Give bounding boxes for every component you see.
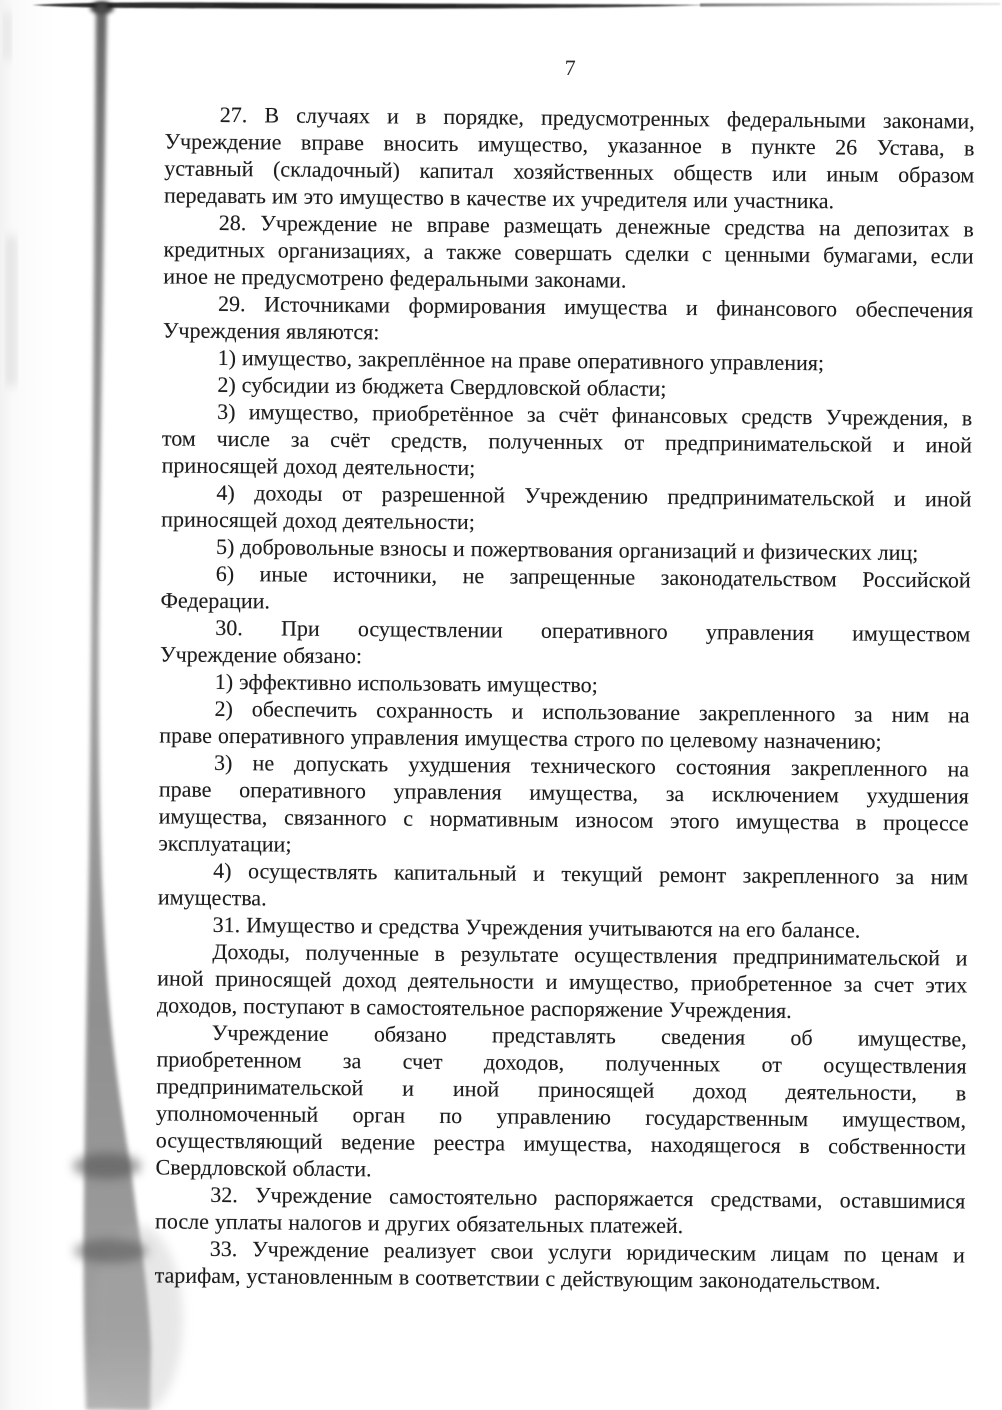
text-line: Доходы, полученные в результате осуществления предпринимательской и xyxy=(212,938,968,971)
text-line: 32. Учреждение самостоятельно распоряжается средствами, оставшимися xyxy=(210,1181,966,1214)
text-line: праве оперативного управления имущества строго по целевому назначению; xyxy=(159,722,882,754)
text-line: передавать им это имущество в качестве их учредителя или участника. xyxy=(163,182,835,214)
text-line: Учреждения являются: xyxy=(162,317,380,345)
text-line: 28. Учреждение не вправе размещать денежные средства на депозитах в xyxy=(218,209,974,242)
text-line: приносящей доход деятельности; xyxy=(161,452,476,481)
text-line: Федерации. xyxy=(160,587,271,614)
text-line: Свердловской области. xyxy=(155,1154,372,1182)
text-line: 4) осуществлять капитальный и текущий ремонт закрепленного за ним xyxy=(213,857,969,890)
text-line: 5) добровольные взносы и пожертвования организаций и физических лиц; xyxy=(215,533,919,566)
text-line: предпринимательской и иной приносящей доход деятельности, в xyxy=(156,1073,967,1106)
text-line: иное не предусмотрено федеральными законами. xyxy=(163,263,627,293)
text-line: 6) иные источники, не запрещенные законодательством Российской xyxy=(215,560,971,593)
text-line: том числе за счёт средств, полученных от предпринимательской и иной xyxy=(161,425,973,458)
text-line: Учреждение вправе вносить имущество, указанное в пункте 26 Устава, в xyxy=(164,128,975,161)
text-line: тарифам, установленным в соответствии с действующим законодательством. xyxy=(154,1262,881,1294)
text-line: 4) доходы от разрешенной Учреждению предпринимательской и иной xyxy=(216,479,972,512)
document-text xyxy=(155,100,975,1295)
text-line: приобретенном за счет доходов, полученных от осуществления xyxy=(156,1046,967,1079)
text-line: 1) имущество, закреплённое на праве оперативного управления; xyxy=(217,344,825,376)
text-line: 3) имущество, приобретённое за счёт финансовых средств Учреждения, в xyxy=(217,398,973,431)
text-line: приносящей доход деятельности; xyxy=(161,506,475,535)
text-line: кредитных организациях, а также совершать сделки с ценными бумагами, если xyxy=(163,236,974,269)
text-line: 29. Источниками формирования имущества и финансового обеспечения xyxy=(218,290,974,323)
text-line: 2) субсидии из бюджета Свердловской области; xyxy=(217,371,667,401)
text-line: доходов, поступают в самостоятельное распоряжение Учреждения. xyxy=(156,992,792,1023)
text-line: 27. В случаях и в порядке, предусмотренных федеральными законами, xyxy=(219,101,975,134)
text-line: 2) обеспечить сохранность и использование закрепленного за ним на xyxy=(214,695,970,728)
text-line: имущества, связанного с нормативным износом этого имущества в процессе xyxy=(158,803,969,836)
text-line: праве оперативного управления имущества, за исключением ухудшения xyxy=(158,776,969,809)
text-line: имущества. xyxy=(157,884,267,911)
text-line: уполномоченный орган по управлению государственным имуществом, xyxy=(155,1100,967,1133)
text-line: после уплаты налогов и других обязательных платежей. xyxy=(155,1208,684,1239)
text-line: 30. При осуществлении оперативного управления имуществом xyxy=(215,614,971,647)
text-line: иной приносящей доход деятельности и имущество, приобретенное за счет этих xyxy=(157,965,968,998)
text-line: эксплуатации; xyxy=(158,830,292,857)
text-line: 1) эффективно использовать имущество; xyxy=(214,668,598,698)
text-line: осуществляющий ведение реестра имущества, находящегося в собственности xyxy=(155,1127,966,1160)
text-line: Учреждение обязано: xyxy=(159,641,363,669)
text-line: 33. Учреждение реализует свои услуги юридическим лицам по ценам и xyxy=(209,1235,965,1268)
page-number: 7 xyxy=(564,54,576,81)
text-line: 3) не допускать ухудшения технического состояния закрепленного на xyxy=(214,749,970,782)
text-line: 31. Имущество и средства Учреждения учитываются на его балансе. xyxy=(212,911,861,943)
text-line: Учреждение обязано представлять сведения об имуществе, xyxy=(211,1019,967,1052)
text-line: уставный (складочный) капитал хозяйственных обществ или иным образом xyxy=(164,155,975,188)
